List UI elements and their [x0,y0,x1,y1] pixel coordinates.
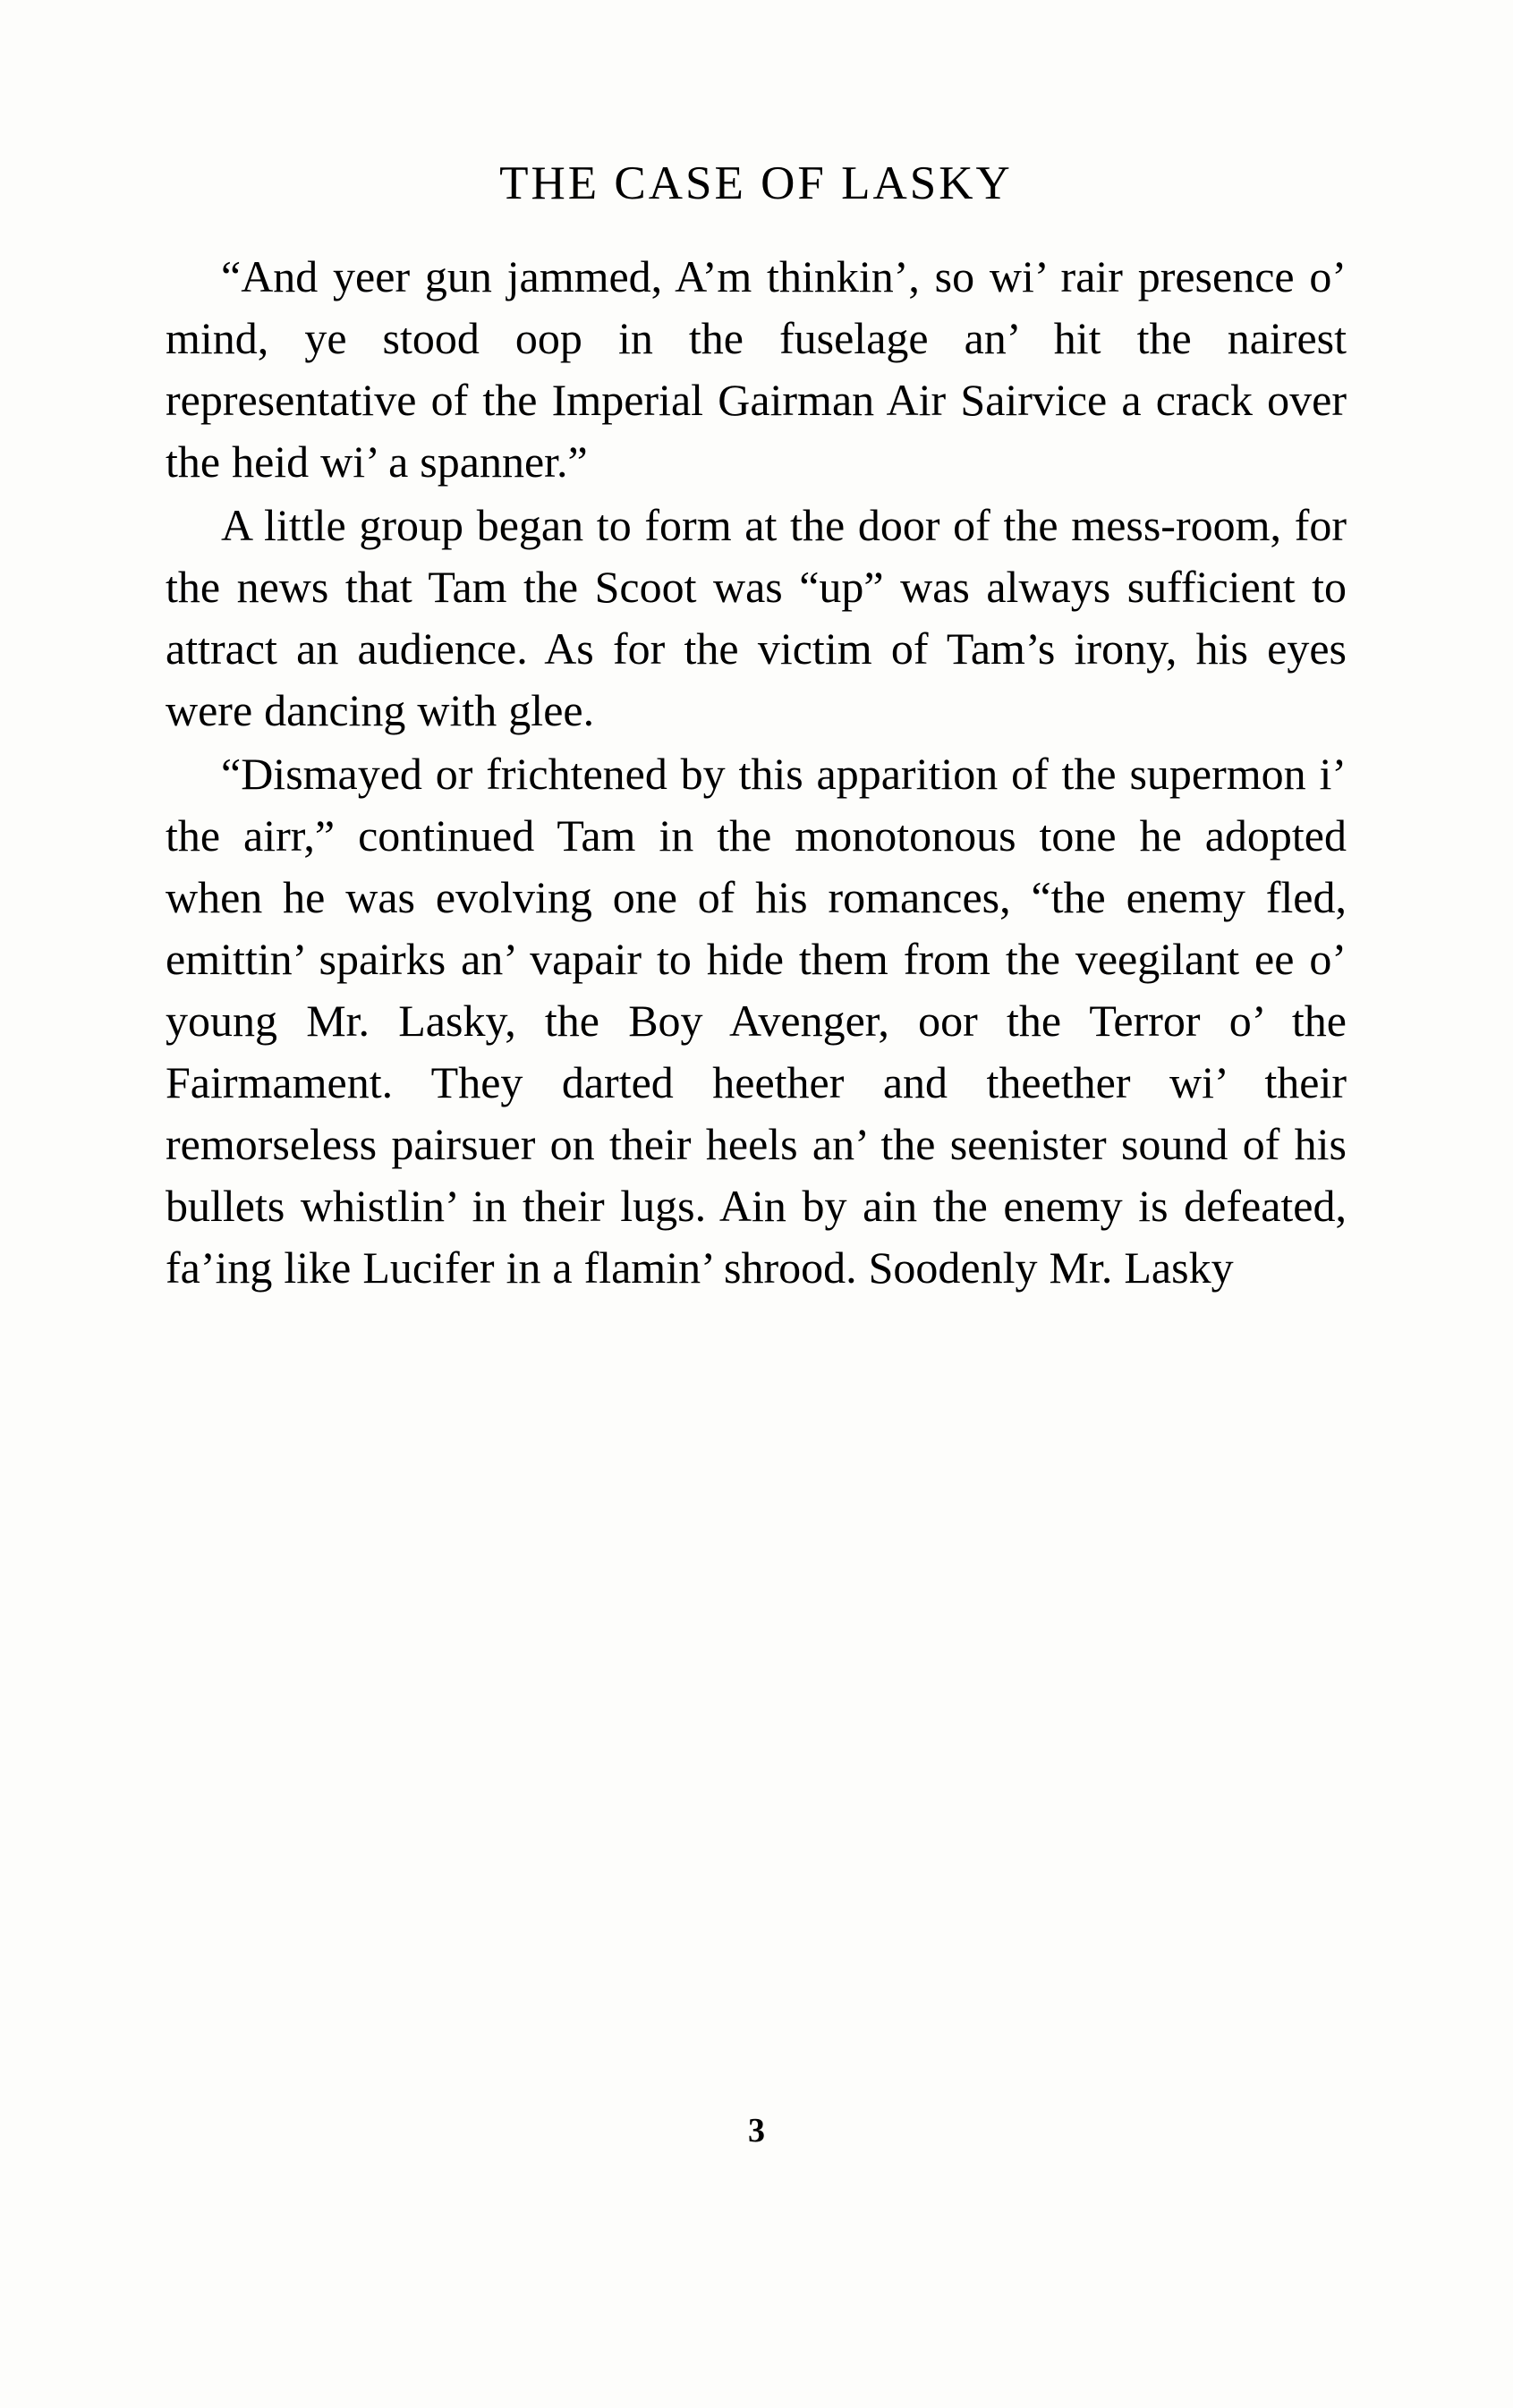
paragraph-3: “Dismayed or frichtened by this apparition of the supermon i’ the airr,” continued Tam in the monotonous tone he adopted when he was evolving one of his romances, “the enemy fled, emittin’ spairks an’ vapair to hide them from the veegilant ee o’ young Mr. Lasky, the Boy Avenger, oor the Terror o’ the Fairmament. They darted heether and theether wi’ their remorseless pairsuer on their heels an’ the seenister sound of his bullets whistlin’ in their lugs. Ain by ain the enemy is defeated, fa’ing like Lucifer in a flamin’ shrood. Soodenly Mr. Lasky [166,749,1347,1293]
page-content [166,157,1347,1301]
paragraph-1: “And yeer gun jammed, A’m thinkin’, so wi’ rair presence o’ mind, ye stood oop in the fuselage an’ hit the nairest representative of the Imperial Gairman Air Sairvice a crack over the heid wi’ a spanner.” [166,251,1347,487]
running-head: THE CASE OF LASKY [499,157,1013,209]
page-number: 3 [748,2112,765,2149]
paragraph-2: A little group began to form at the door of the mess-room, for the news that Tam the Scoot was “up” was always sufficient to attract an audience. As for the victim of Tam’s irony, his eyes were dancing with glee. [166,500,1347,735]
